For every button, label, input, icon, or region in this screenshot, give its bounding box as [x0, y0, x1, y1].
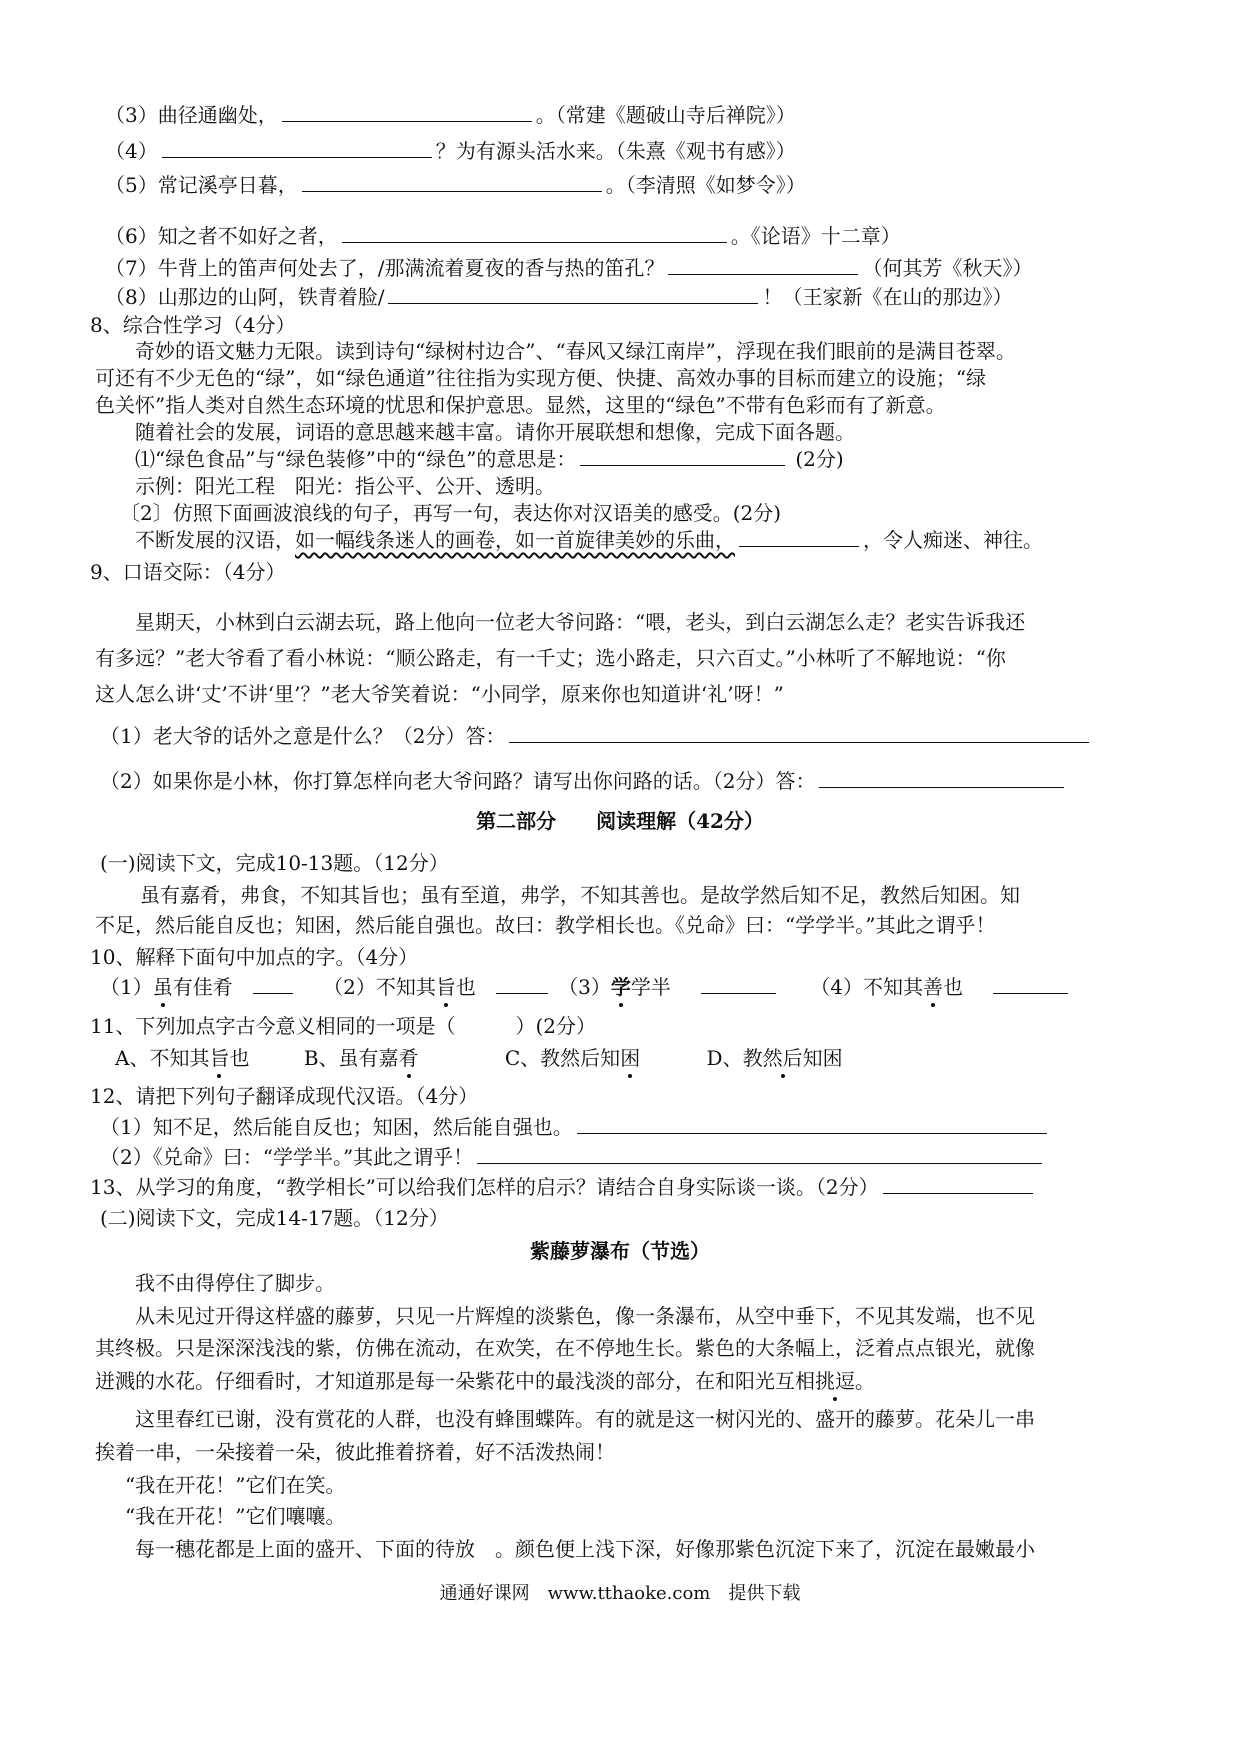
answer-blank[interactable] — [342, 222, 727, 243]
q7-item-3 — [105, 101, 796, 129]
q12-sub1-prompt: （1）知不足，然后能自反也；知困，然后能自强也。 — [100, 1115, 573, 1139]
q8-para-line: 可还有不少无色的“绿”，如“绿色通道”往往指为实现方便、快捷、高效办事的目标而建立的设施；“绿 — [95, 366, 987, 390]
q7-item-5-prompt: （5）常记溪亭日暮， — [105, 173, 298, 197]
option-d-text: D、教 — [706, 1046, 763, 1070]
q10-title: 10、解释下面句中加点的字。（4分） — [90, 945, 419, 969]
dotted-char: 旨 — [435, 975, 456, 999]
q7-item-5-source: 。（李清照《如梦令》） — [605, 173, 806, 197]
q7-item-8-prompt: （8）山那边的山阿，铁青着脸/ — [105, 285, 385, 309]
reading2-text-line: 每一穗花都是上面的盛开、下面的待放 。颜色便上浅下深，好像那紫色沉淀下来了，沉淀在最嫩最小 — [135, 1537, 1035, 1561]
q7-item-6 — [105, 222, 901, 250]
q11-option-a[interactable] — [115, 1046, 249, 1070]
answer-blank[interactable] — [302, 171, 602, 192]
q7-item-4-source: ？为有源头活水来。（朱熹《观书有感》） — [435, 139, 796, 163]
dotted-char: 学 — [610, 975, 631, 999]
q8-instruction: 随着社会的发展，词语的意思越来越丰富。请你开展联想和想像，完成下面各题。 — [135, 420, 855, 444]
q10-3-suffix: 学半 — [630, 975, 671, 999]
q11-option-b[interactable] — [304, 1046, 419, 1070]
q9-sub2-prompt: （2）如果你是小林，你打算怎样向老大爷问路？请写出你问路的话。（2分）答： — [100, 769, 816, 793]
q7-item-4-prompt: （4） — [105, 139, 158, 163]
answer-blank[interactable] — [496, 973, 548, 994]
answer-blank[interactable] — [477, 1143, 1042, 1164]
dotted-char: 虽 — [152, 975, 173, 999]
q7-item-7 — [105, 254, 1032, 282]
reading1-text-line: 不足，然后能自反也；知困，然后能自强也。故曰：教学相长也。《兑命》曰：“学学半。”其此之谓乎！ — [95, 913, 996, 937]
reading2-text-line: “我在开花！”它们嚷嚷。 — [125, 1504, 346, 1528]
q8-title: 8、综合性学习（4分） — [90, 313, 296, 337]
dotted-word: 挑逗 — [815, 1369, 855, 1393]
answer-blank[interactable] — [739, 526, 859, 547]
q10-2-prefix: （2）不知其 — [323, 975, 436, 999]
q8-sub1-prompt: ⑴“绿色食品”与“绿色装修”中的“绿色”的意思是： — [135, 447, 577, 471]
answer-blank[interactable] — [253, 973, 293, 994]
q7-item-5 — [105, 171, 806, 199]
q12-sub2 — [100, 1143, 1046, 1171]
q12-title: 12、请把下列句子翻译成现代汉语。（4分） — [90, 1084, 479, 1108]
q10-1-suffix: 有佳肴 — [172, 975, 233, 999]
reading2-intro: (二)阅读下文，完成14-17题。（12分） — [100, 1206, 449, 1230]
q8-sub2-sentence — [135, 526, 1043, 554]
reading2-text-line: “我在开花！”它们在笑。 — [125, 1473, 346, 1497]
text-segment: 。 — [855, 1369, 875, 1393]
reading2-text-line — [95, 1367, 875, 1395]
q10-3-prefix: （3） — [558, 975, 611, 999]
answer-blank[interactable] — [580, 445, 785, 466]
q7-item-3-prompt: （3）曲径通幽处， — [105, 103, 278, 127]
option-a-suffix: 也 — [229, 1046, 250, 1070]
reading2-text-line: 从未见过开得这样盛的藤萝，只见一片辉煌的淡紫色，像一条瀑布，从空中垂下，不见其发端，也不见 — [135, 1304, 1035, 1328]
wavy-underlined-phrase: 如一幅线条迷人的画卷，如一首旋律美妙的乐曲， — [295, 528, 735, 552]
dotted-char: 旨 — [209, 1046, 230, 1070]
sentence-end: ，令人痴迷、神往。 — [863, 528, 1043, 552]
q13-prompt: 13、从学习的角度，“教学相长”可以给我们怎样的启示？请结合自身实际谈一谈。（2分） — [90, 1175, 879, 1199]
q7-item-7-source: （何其芳《秋天》） — [862, 256, 1033, 280]
answer-blank[interactable] — [668, 254, 858, 275]
reading2-title: 紫藤萝瀑布（节选） — [530, 1239, 710, 1263]
q7-item-7-prompt: （7）牛背上的笛声何处去了，/那满流着夏夜的香与热的笛孔？ — [105, 256, 665, 280]
q11-options — [115, 1044, 843, 1072]
q9-sub1 — [100, 722, 1093, 750]
q12-sub2-prompt: （2）《兑命》曰：“学学半。”其此之谓乎！ — [100, 1145, 474, 1169]
q7-item-8-source: ！（王家新《在山的那边》） — [762, 285, 1013, 309]
q7-item-6-source: 。《论语》十二章） — [730, 224, 901, 248]
q8-sub1 — [135, 445, 844, 473]
dotted-char: 善 — [923, 975, 944, 999]
reading2-text-line: 其终极。只是深深浅浅的紫，仿佛在流动，在欢笑，在不停地生长。紫色的大条幅上，泛着点点银光，就像 — [95, 1336, 1035, 1360]
answer-blank[interactable] — [701, 973, 776, 994]
q7-item-6-prompt: （6）知之者不如好之者， — [105, 224, 338, 248]
q11-option-d[interactable] — [707, 1046, 843, 1070]
q11-option-c[interactable] — [505, 1046, 640, 1070]
q11-title: 11、下列加点字古今意义相同的一项是（ ）(2分） — [90, 1014, 596, 1038]
reading2-text-line: 挨着一串，一朵接着一朵，彼此推着挤着，好不活泼热闹！ — [95, 1440, 615, 1464]
reading2-text-line: 这里春红已谢，没有赏花的人群，也没有蜂围蝶阵。有的就是这一树闪光的、盛开的藤萝。花朵儿一串 — [135, 1407, 1035, 1431]
reading2-text-line: 我不由得停住了脚步。 — [135, 1271, 335, 1295]
option-b-text: B、虽有嘉 — [303, 1046, 399, 1070]
q9-sub2 — [100, 767, 1068, 795]
answer-blank[interactable] — [509, 722, 1089, 743]
q9-para-line: 有多远？”老大爷看了看小林说：“顺公路走，有一千丈；选小路走，只六百丈。”小林听了不解地说：“你 — [95, 646, 1006, 670]
answer-blank[interactable] — [282, 101, 532, 122]
q9-para-line: 这人怎么讲‘丈’不讲‘里’？”老大爷笑着说：“小同学，原来你也知道讲‘礼’呀！” — [95, 682, 784, 706]
q8-para-line: 色关怀”指人类对自然生态环境的忧思和保护意思。显然，这里的“绿色”不带有色彩而有了新意。 — [95, 393, 946, 417]
option-d-suffix: 知困 — [802, 1046, 843, 1070]
part2-heading: 第二部分 阅读理解（42分） — [476, 809, 764, 833]
text-segment: 迸溅的水花。仔细看时，才知道那是每一朵紫花中的最浅淡的部分，在和阳光互相 — [95, 1369, 815, 1393]
dotted-char: 然后 — [762, 1046, 803, 1070]
option-a-text: A、不知其 — [115, 1046, 210, 1070]
q9-sub1-prompt: （1）老大爷的话外之意是什么？（2分）答： — [100, 724, 506, 748]
q9-title: 9、口语交际：（4分） — [90, 560, 286, 584]
answer-blank[interactable] — [993, 973, 1068, 994]
answer-blank[interactable] — [162, 137, 432, 158]
answer-blank[interactable] — [577, 1113, 1047, 1134]
q10-items — [100, 973, 1072, 1001]
q12-sub1 — [100, 1113, 1051, 1141]
q8-example: 示例：阳光工程 阳光：指公平、公开、透明。 — [135, 474, 555, 498]
answer-blank[interactable] — [819, 767, 1064, 788]
q7-item-3-source: 。（常建《题破山寺后禅院》） — [535, 103, 796, 127]
q8-sub2: 〔2〕仿照下面画波浪线的句子，再写一句，表达你对汉语美的感受。(2分) — [120, 501, 782, 525]
q9-para-line: 星期天，小林到白云湖去玩，路上他向一位老大爷问路：“喂，老头，到白云湖怎么走？老实告诉我还 — [135, 610, 1026, 634]
q10-2-suffix: 也 — [455, 975, 476, 999]
answer-blank[interactable] — [883, 1173, 1033, 1194]
answer-blank[interactable] — [388, 283, 758, 304]
reading1-text-line: 虽有嘉肴，弗食，不知其旨也；虽有至道，弗学，不知其善也。是故学然后知不足，教然后知困。知 — [140, 883, 1020, 907]
q7-item-8 — [105, 283, 1012, 311]
q7-item-4 — [105, 137, 796, 165]
score-label: (2分) — [795, 447, 844, 471]
q8-para-line: 奇妙的语文魅力无限。读到诗句“绿树村边合”、“春风又绿江南岸”，浮现在我们眼前的是满目苍翠。 — [135, 339, 1016, 363]
sentence-start: 不断发展的汉语， — [135, 528, 295, 552]
reading1-intro: (一)阅读下文，完成10-13题。（12分） — [100, 851, 449, 875]
dotted-char: 困 — [620, 1046, 641, 1070]
q10-4-suffix: 也 — [943, 975, 964, 999]
q13 — [90, 1173, 1037, 1201]
dotted-char: 肴 — [398, 1046, 419, 1070]
option-c-text: C、教然后知 — [504, 1046, 621, 1070]
page-footer: 通通好课网 www.tthaoke.com 提供下载 — [439, 1583, 801, 1604]
q10-4-prefix: （4）不知其 — [810, 975, 924, 999]
q10-1-prefix: （1） — [100, 975, 153, 999]
